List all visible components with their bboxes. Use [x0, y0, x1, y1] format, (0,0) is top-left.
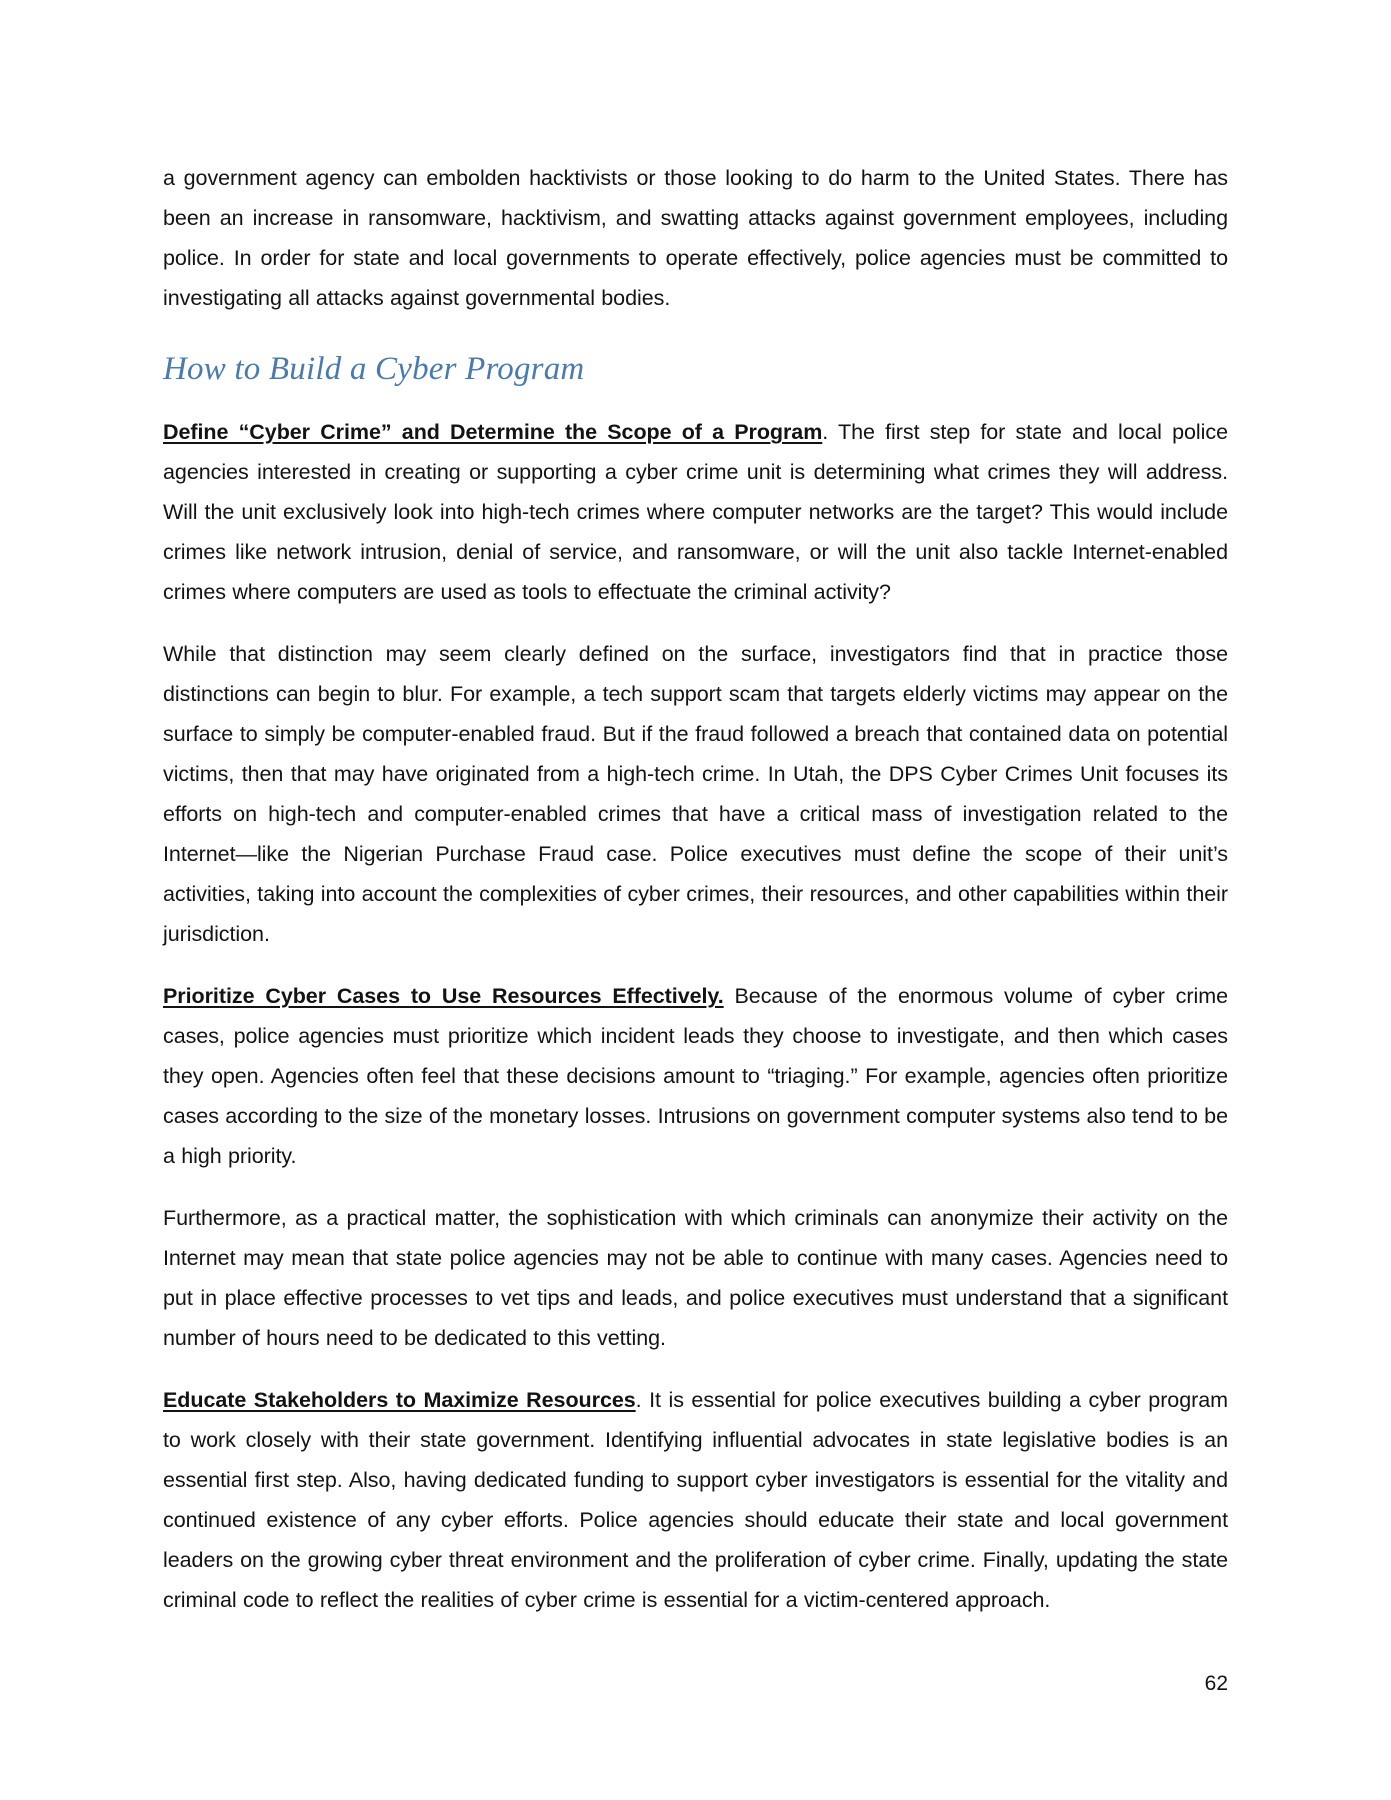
paragraph-prioritize-cyber-cases [163, 976, 1228, 1176]
paragraph-intro-continuation: a government agency can embolden hacktivists or those looking to do harm to the United States. There has been an increase in ransomware, hacktivism, and swatting attacks against government employees, including police. In order for state and local governments to operate effectively, police agencies must be committed to investigating all attacks against governmental bodies. [163, 166, 1228, 310]
paragraph-educate-stakeholders-text: . It is essential for police executives building a cyber program to work closely with their state government. Identifying influential advocates in state legislative bodies is an essential first step. Also, having dedicated funding to support cyber investigators is essential for the vitality and continued existence of any cyber efforts. Police agencies should educate their state and local government leaders on the growing cyber threat environment and the proliferation of cyber crime. Finally, updating the state criminal code to reflect the realities of cyber crime is essential for a victim-centered approach. [163, 1388, 1228, 1612]
lead-in-define-cyber-crime: Define “Cyber Crime” and Determine the Scope of a Program [163, 420, 823, 444]
page-number: 62 [1204, 1672, 1228, 1695]
paragraph-furthermore-anonymize: Furthermore, as a practical matter, the sophistication with which criminals can anonymize their activity on the Internet may mean that state police agencies may not be able to continue with many cases. Agencies need to put in place effective processes to vet tips and leads, and police executives must understand that a significant number of hours need to be dedicated to this vetting. [163, 1206, 1228, 1350]
paragraph-define-cyber-crime-text: . The first step for state and local police agencies interested in creating or supporting a cyber crime unit is determining what crimes they will address. Will the unit exclusively look into high-tech crimes where computer networks are the target? This would include crimes like network intrusion, denial of service, and ransomware, or will the unit also tackle Internet-enabled crimes where computers are used as tools to effectuate the criminal activity? [163, 420, 1228, 604]
lead-in-prioritize-cyber-cases: Prioritize Cyber Cases to Use Resources Effectively. [163, 984, 724, 1008]
paragraph-prioritize-cyber-cases-text: Because of the enormous volume of cyber crime cases, police agencies must prioritize which incident leads they choose to investigate, and then which cases they open. Agencies often feel that these decisions amount to “triaging.” For example, agencies often prioritize cases according to the size of the monetary losses. Intrusions on government computer systems also tend to be a high priority. [163, 984, 1228, 1168]
paragraph-educate-stakeholders [163, 1380, 1228, 1620]
section-heading-how-to-build-a-cyber-program: How to Build a Cyber Program [163, 351, 585, 387]
paragraph-distinction-blur: While that distinction may seem clearly defined on the surface, investigators find that in practice those distinctions can begin to blur. For example, a tech support scam that targets elderly victims may appear on the surface to simply be computer-enabled fraud. But if the fraud followed a breach that contained data on potential victims, then that may have originated from a high-tech crime. In Utah, the DPS Cyber Crimes Unit focuses its efforts on high-tech and computer-enabled crimes that have a critical mass of investigation related to the Internet—like the Nigerian Purchase Fraud case. Police executives must define the scope of their unit’s activities, taking into account the complexities of cyber crimes, their resources, and other capabilities within their jurisdiction. [163, 642, 1228, 946]
lead-in-educate-stakeholders: Educate Stakeholders to Maximize Resources [163, 1388, 636, 1412]
page-content [163, 158, 1228, 1620]
paragraph-define-cyber-crime [163, 412, 1228, 612]
